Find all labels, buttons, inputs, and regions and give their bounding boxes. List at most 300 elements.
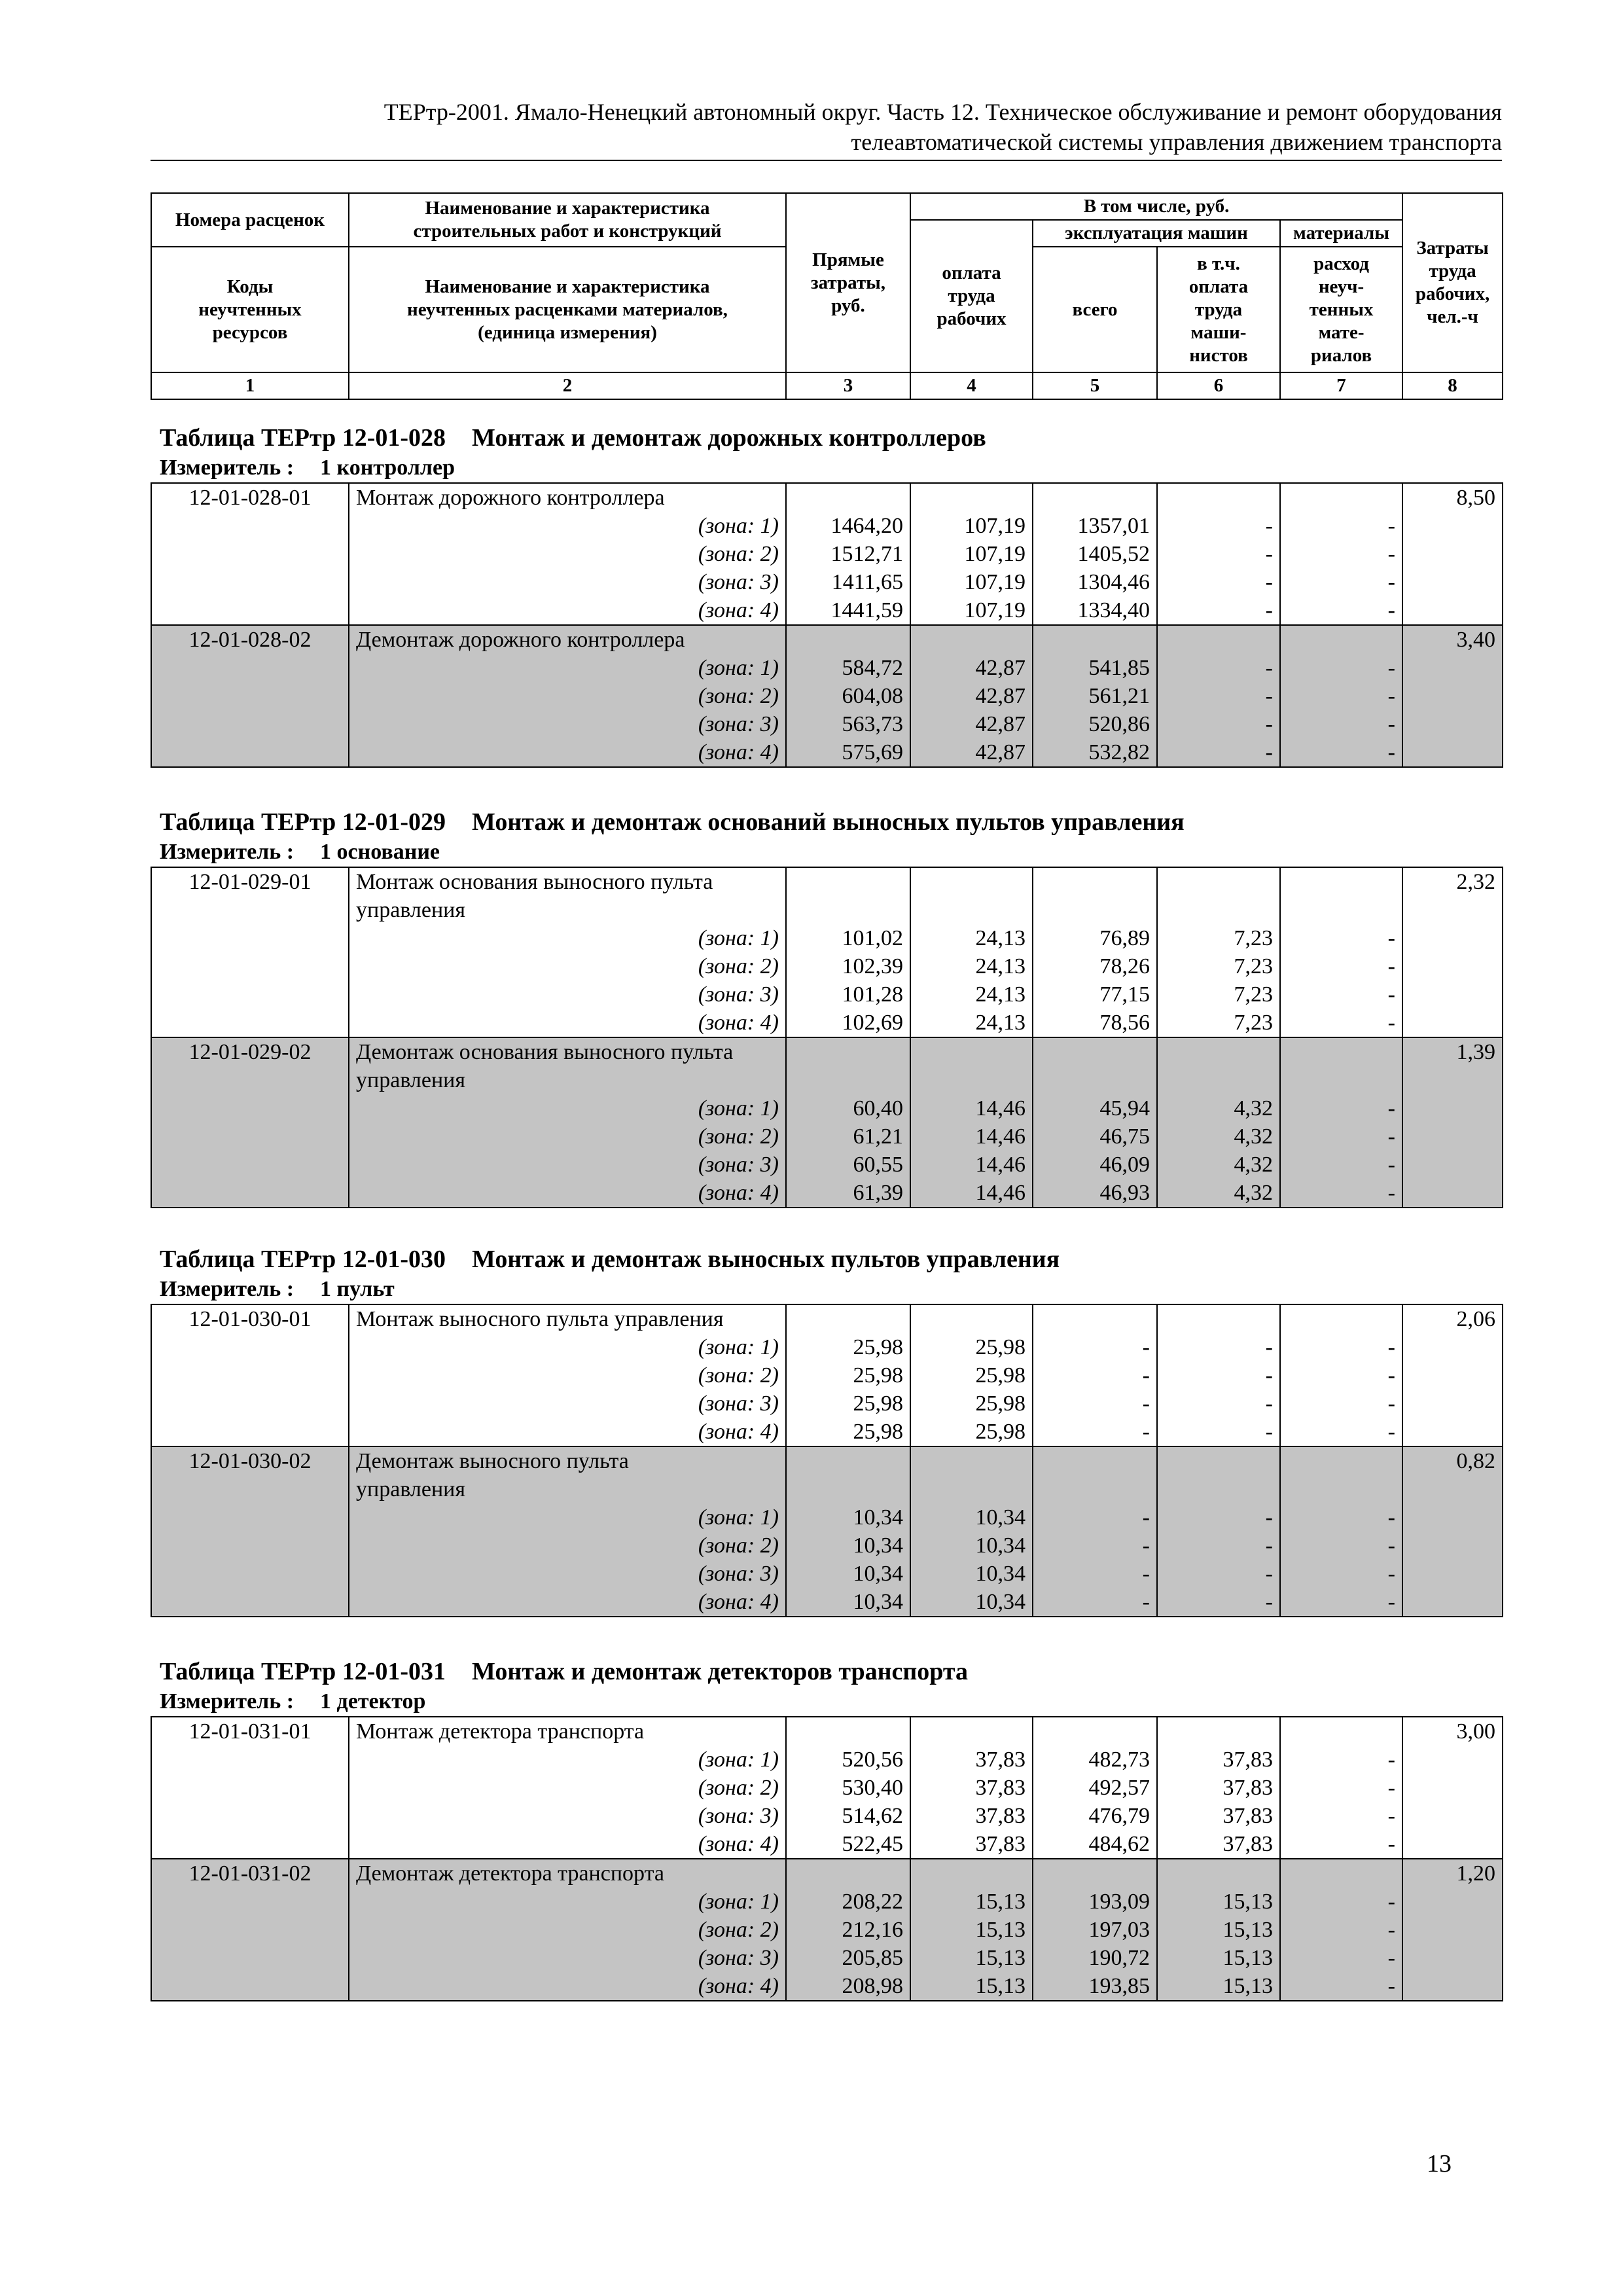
material-costs: - xyxy=(1280,1009,1402,1037)
zone-row xyxy=(151,1009,1503,1037)
header-line: строительных работ и конструкций xyxy=(413,221,722,242)
unit-label: Измеритель : xyxy=(160,456,294,480)
empty-cell xyxy=(1280,1037,1402,1066)
zone-row xyxy=(151,1333,1503,1361)
operator-wages: 15,13 xyxy=(1157,1888,1280,1916)
col-number: 3 xyxy=(786,372,910,399)
work-name: Монтаж выносного пульта управления xyxy=(349,1304,786,1333)
operator-wages: - xyxy=(1157,512,1280,540)
material-costs: - xyxy=(1280,1746,1402,1774)
col-number: 4 xyxy=(910,372,1033,399)
empty-cell xyxy=(1280,867,1402,896)
operator-wages: 7,23 xyxy=(1157,924,1280,952)
zone-row xyxy=(151,1094,1503,1122)
operator-wages: 37,83 xyxy=(1157,1746,1280,1774)
table-title-row xyxy=(160,806,1502,838)
col-number: 5 xyxy=(1033,372,1157,399)
rate-table xyxy=(151,482,1503,768)
machine-costs: 476,79 xyxy=(1033,1802,1157,1830)
worker-wages: 107,19 xyxy=(910,568,1033,596)
direct-costs: 10,34 xyxy=(786,1532,910,1560)
material-costs: - xyxy=(1280,710,1402,738)
col-head-unaccounted-materials xyxy=(1280,247,1402,372)
unit-value: 1 контроллер xyxy=(320,456,455,480)
labor-costs xyxy=(1402,1475,1503,1503)
zone-row xyxy=(151,952,1503,980)
work-name: управления xyxy=(349,896,786,924)
material-costs: - xyxy=(1280,1151,1402,1179)
page-number: 13 xyxy=(1427,2150,1452,2178)
rate-item xyxy=(151,1859,1503,2001)
machine-costs: - xyxy=(1033,1560,1157,1588)
labor-costs: 1,20 xyxy=(1402,1859,1503,1888)
empty-cell xyxy=(151,596,349,625)
operator-wages: - xyxy=(1157,1503,1280,1532)
header-line: расход xyxy=(1313,253,1369,274)
empty-cell xyxy=(151,1418,349,1446)
zone-row xyxy=(151,1888,1503,1916)
worker-wages: 24,13 xyxy=(910,980,1033,1009)
empty-cell xyxy=(786,867,910,896)
empty-cell xyxy=(151,540,349,568)
worker-wages: 14,46 xyxy=(910,1151,1033,1179)
zone-row xyxy=(151,540,1503,568)
unit-label: Измеритель : xyxy=(160,1277,294,1301)
rate-code: 12-01-029-02 xyxy=(151,1037,349,1066)
empty-cell xyxy=(1033,896,1157,924)
work-name: Демонтаж выносного пульта xyxy=(349,1446,786,1475)
header-line: (единица измерения) xyxy=(478,321,657,343)
unit-value: 1 пульт xyxy=(320,1277,395,1301)
operator-wages: - xyxy=(1157,738,1280,767)
zone-label: (зона: 4) xyxy=(349,1009,786,1037)
worker-wages: 24,13 xyxy=(910,952,1033,980)
direct-costs: 208,22 xyxy=(786,1888,910,1916)
empty-cell xyxy=(151,1503,349,1532)
material-costs: - xyxy=(1280,1094,1402,1122)
zone-row xyxy=(151,1972,1503,2001)
empty-cell xyxy=(151,738,349,767)
zone-label: (зона: 4) xyxy=(349,1972,786,2001)
material-costs: - xyxy=(1280,1944,1402,1972)
empty-cell xyxy=(1157,896,1280,924)
empty-cell xyxy=(1033,1859,1157,1888)
zone-label: (зона: 3) xyxy=(349,980,786,1009)
direct-costs: 25,98 xyxy=(786,1418,910,1446)
direct-costs: 10,34 xyxy=(786,1560,910,1588)
direct-costs: 25,98 xyxy=(786,1333,910,1361)
rate-code: 12-01-028-02 xyxy=(151,625,349,654)
item-header-row xyxy=(151,1859,1503,1888)
empty-cell xyxy=(910,1859,1033,1888)
unit-value: 1 основание xyxy=(320,840,440,864)
rate-item xyxy=(151,483,1503,625)
item-header-row xyxy=(151,1304,1503,1333)
header-line: тенных xyxy=(1309,298,1374,320)
zone-label: (зона: 3) xyxy=(349,568,786,596)
direct-costs: 1441,59 xyxy=(786,596,910,625)
header-line: труда xyxy=(1194,298,1243,320)
machine-costs: 561,21 xyxy=(1033,682,1157,710)
direct-costs: 102,69 xyxy=(786,1009,910,1037)
operator-wages: - xyxy=(1157,654,1280,682)
worker-wages: 14,46 xyxy=(910,1094,1033,1122)
zone-label: (зона: 1) xyxy=(349,1746,786,1774)
empty-cell xyxy=(151,654,349,682)
empty-cell xyxy=(1402,1916,1503,1944)
machine-costs: - xyxy=(1033,1390,1157,1418)
operator-wages: 4,32 xyxy=(1157,1122,1280,1151)
zone-label: (зона: 4) xyxy=(349,1588,786,1617)
machine-costs: 46,93 xyxy=(1033,1179,1157,1208)
empty-cell xyxy=(786,1475,910,1503)
zone-row xyxy=(151,1390,1503,1418)
header-line: риалов xyxy=(1310,344,1372,366)
operator-wages: 4,32 xyxy=(1157,1179,1280,1208)
material-costs: - xyxy=(1280,1802,1402,1830)
zone-row xyxy=(151,1503,1503,1532)
rate-code: 12-01-031-02 xyxy=(151,1859,349,1888)
header-line: ресурсов xyxy=(212,321,288,343)
item-header-row xyxy=(151,1066,1503,1094)
worker-wages: 37,83 xyxy=(910,1830,1033,1859)
empty-cell xyxy=(151,1560,349,1588)
empty-cell xyxy=(786,1304,910,1333)
direct-costs: 61,39 xyxy=(786,1179,910,1208)
zone-row xyxy=(151,1532,1503,1560)
zone-row xyxy=(151,1151,1503,1179)
operator-wages: - xyxy=(1157,596,1280,625)
col-head-resource-codes xyxy=(151,247,349,372)
material-costs: - xyxy=(1280,1916,1402,1944)
operator-wages: - xyxy=(1157,1418,1280,1446)
rate-code: 12-01-030-01 xyxy=(151,1304,349,1333)
material-costs: - xyxy=(1280,1333,1402,1361)
empty-cell xyxy=(1402,980,1503,1009)
zone-label: (зона: 1) xyxy=(349,924,786,952)
header-line: чел.-ч xyxy=(1427,306,1478,327)
material-costs: - xyxy=(1280,924,1402,952)
empty-cell xyxy=(151,1009,349,1037)
material-costs: - xyxy=(1280,568,1402,596)
direct-costs: 604,08 xyxy=(786,682,910,710)
worker-wages: 42,87 xyxy=(910,710,1033,738)
labor-costs: 1,39 xyxy=(1402,1037,1503,1066)
empty-cell xyxy=(1033,1037,1157,1066)
worker-wages: 24,13 xyxy=(910,924,1033,952)
operator-wages: - xyxy=(1157,1361,1280,1390)
header-line: руб. xyxy=(831,295,865,316)
empty-cell xyxy=(1402,1888,1503,1916)
material-costs: - xyxy=(1280,1830,1402,1859)
empty-cell xyxy=(1402,1588,1503,1617)
machine-costs: 77,15 xyxy=(1033,980,1157,1009)
labor-costs xyxy=(1402,896,1503,924)
rate-item xyxy=(151,1717,1503,1859)
rate-code: 12-01-030-02 xyxy=(151,1446,349,1475)
empty-cell xyxy=(1033,483,1157,512)
machine-costs: - xyxy=(1033,1588,1157,1617)
labor-costs: 3,00 xyxy=(1402,1717,1503,1746)
operator-wages: 7,23 xyxy=(1157,1009,1280,1037)
operator-wages: 37,83 xyxy=(1157,1830,1280,1859)
direct-costs: 212,16 xyxy=(786,1916,910,1944)
col-number: 8 xyxy=(1402,372,1503,399)
empty-cell xyxy=(1402,682,1503,710)
empty-cell xyxy=(151,1179,349,1208)
operator-wages: 15,13 xyxy=(1157,1944,1280,1972)
material-costs: - xyxy=(1280,980,1402,1009)
unit-label: Измеритель : xyxy=(160,1689,294,1713)
operator-wages: 37,83 xyxy=(1157,1802,1280,1830)
empty-cell xyxy=(786,1859,910,1888)
empty-cell xyxy=(1157,1446,1280,1475)
direct-costs: 102,39 xyxy=(786,952,910,980)
operator-wages: - xyxy=(1157,1560,1280,1588)
empty-cell xyxy=(1157,625,1280,654)
empty-cell xyxy=(1402,1333,1503,1361)
header-line: в т.ч. xyxy=(1197,253,1240,274)
material-costs: - xyxy=(1280,738,1402,767)
zone-label: (зона: 1) xyxy=(349,512,786,540)
empty-cell xyxy=(1157,1304,1280,1333)
zone-row xyxy=(151,1560,1503,1588)
machine-costs: 492,57 xyxy=(1033,1774,1157,1802)
empty-cell xyxy=(151,1151,349,1179)
machine-costs: 1357,01 xyxy=(1033,512,1157,540)
rate-table xyxy=(151,1716,1503,2001)
zone-row xyxy=(151,1774,1503,1802)
empty-cell xyxy=(1157,1717,1280,1746)
direct-costs: 584,72 xyxy=(786,654,910,682)
zone-label: (зона: 4) xyxy=(349,596,786,625)
work-name: управления xyxy=(349,1066,786,1094)
unit-row xyxy=(160,838,1502,867)
direct-costs: 101,28 xyxy=(786,980,910,1009)
worker-wages: 15,13 xyxy=(910,1888,1033,1916)
zone-label: (зона: 1) xyxy=(349,654,786,682)
rate-code: 12-01-031-01 xyxy=(151,1717,349,1746)
machine-costs: - xyxy=(1033,1418,1157,1446)
empty-cell xyxy=(1402,1361,1503,1390)
empty-cell xyxy=(910,625,1033,654)
empty-cell xyxy=(1280,625,1402,654)
direct-costs: 522,45 xyxy=(786,1830,910,1859)
worker-wages: 25,98 xyxy=(910,1418,1033,1446)
zone-label: (зона: 2) xyxy=(349,1916,786,1944)
header-line: неуч- xyxy=(1318,276,1364,297)
zone-row xyxy=(151,710,1503,738)
zone-row xyxy=(151,1944,1503,1972)
zone-label: (зона: 2) xyxy=(349,1361,786,1390)
operator-wages: - xyxy=(1157,1588,1280,1617)
header-line: Затраты xyxy=(1416,238,1489,259)
worker-wages: 42,87 xyxy=(910,682,1033,710)
table-number: Таблица ТЕРтр 12-01-028 xyxy=(160,424,446,452)
zone-label: (зона: 4) xyxy=(349,1830,786,1859)
empty-cell xyxy=(1402,540,1503,568)
empty-cell xyxy=(1402,1746,1503,1774)
labor-costs: 8,50 xyxy=(1402,483,1503,512)
material-costs: - xyxy=(1280,1588,1402,1617)
rate-table-section xyxy=(151,806,1502,1208)
worker-wages: 107,19 xyxy=(910,512,1033,540)
col-head-direct-costs xyxy=(786,193,910,372)
table-title-row xyxy=(160,1244,1502,1275)
worker-wages: 25,98 xyxy=(910,1390,1033,1418)
empty-cell xyxy=(1280,1304,1402,1333)
empty-cell xyxy=(1402,512,1503,540)
worker-wages: 42,87 xyxy=(910,654,1033,682)
direct-costs: 60,40 xyxy=(786,1094,910,1122)
machine-costs: 532,82 xyxy=(1033,738,1157,767)
empty-cell xyxy=(151,568,349,596)
machine-costs: 76,89 xyxy=(1033,924,1157,952)
item-header-row xyxy=(151,1446,1503,1475)
direct-costs: 25,98 xyxy=(786,1361,910,1390)
machine-costs: 541,85 xyxy=(1033,654,1157,682)
table-name: Монтаж и демонтаж выносных пультов управления xyxy=(472,1246,1060,1273)
zone-row xyxy=(151,596,1503,625)
rate-item xyxy=(151,625,1503,767)
direct-costs: 205,85 xyxy=(786,1944,910,1972)
zone-row xyxy=(151,512,1503,540)
empty-cell xyxy=(1402,1390,1503,1418)
header-line: нистов xyxy=(1189,344,1248,366)
empty-cell xyxy=(151,980,349,1009)
empty-cell xyxy=(151,1888,349,1916)
empty-cell xyxy=(1402,1503,1503,1532)
col-number: 6 xyxy=(1157,372,1280,399)
item-header-row xyxy=(151,625,1503,654)
rate-code: 12-01-029-01 xyxy=(151,867,349,896)
empty-cell xyxy=(1280,1066,1402,1094)
operator-wages: - xyxy=(1157,540,1280,568)
worker-wages: 10,34 xyxy=(910,1560,1033,1588)
empty-cell xyxy=(1402,1944,1503,1972)
empty-cell xyxy=(151,952,349,980)
empty-cell xyxy=(786,625,910,654)
direct-costs: 60,55 xyxy=(786,1151,910,1179)
worker-wages: 42,87 xyxy=(910,738,1033,767)
material-costs: - xyxy=(1280,1888,1402,1916)
empty-cell xyxy=(910,1717,1033,1746)
zone-label: (зона: 3) xyxy=(349,1560,786,1588)
header-line: мате- xyxy=(1318,321,1364,343)
operator-wages: - xyxy=(1157,1333,1280,1361)
zone-row xyxy=(151,1122,1503,1151)
zone-row xyxy=(151,1361,1503,1390)
direct-costs: 25,98 xyxy=(786,1390,910,1418)
rate-code: 12-01-028-01 xyxy=(151,483,349,512)
direct-costs: 575,69 xyxy=(786,738,910,767)
zone-row xyxy=(151,1802,1503,1830)
machine-costs: 520,86 xyxy=(1033,710,1157,738)
zone-label: (зона: 4) xyxy=(349,738,786,767)
zone-label: (зона: 4) xyxy=(349,1179,786,1208)
zone-label: (зона: 1) xyxy=(349,1888,786,1916)
empty-cell xyxy=(151,1972,349,2001)
empty-cell xyxy=(1157,1037,1280,1066)
work-name: управления xyxy=(349,1475,786,1503)
empty-cell xyxy=(1402,1802,1503,1830)
table-title-row xyxy=(160,1656,1502,1687)
direct-costs: 520,56 xyxy=(786,1746,910,1774)
empty-cell xyxy=(786,896,910,924)
empty-cell xyxy=(910,867,1033,896)
labor-costs: 2,32 xyxy=(1402,867,1503,896)
empty-cell xyxy=(786,483,910,512)
empty-cell xyxy=(910,896,1033,924)
header-line: оплата xyxy=(1188,276,1249,297)
zone-label: (зона: 4) xyxy=(349,1418,786,1446)
empty-cell xyxy=(1033,867,1157,896)
empty-cell xyxy=(1402,1009,1503,1037)
empty-cell xyxy=(151,1390,349,1418)
zone-label: (зона: 1) xyxy=(349,1503,786,1532)
rate-table xyxy=(151,1304,1503,1617)
col-head-rate-numbers: Номера расценок xyxy=(151,193,349,247)
operator-wages: - xyxy=(1157,710,1280,738)
zone-label: (зона: 1) xyxy=(349,1333,786,1361)
empty-cell xyxy=(1157,1859,1280,1888)
empty-cell xyxy=(1280,1475,1402,1503)
machine-costs: - xyxy=(1033,1532,1157,1560)
unit-row xyxy=(160,1687,1502,1716)
empty-cell xyxy=(1402,654,1503,682)
empty-cell xyxy=(1033,1717,1157,1746)
empty-cell xyxy=(1402,1830,1503,1859)
rate-table-section xyxy=(151,1656,1502,2001)
zone-row xyxy=(151,924,1503,952)
zone-row xyxy=(151,1746,1503,1774)
material-costs: - xyxy=(1280,1122,1402,1151)
empty-cell xyxy=(910,1066,1033,1094)
zone-row xyxy=(151,1179,1503,1208)
machine-costs: - xyxy=(1033,1503,1157,1532)
zone-row xyxy=(151,1916,1503,1944)
header-line: Наименование и характеристика xyxy=(425,198,710,219)
empty-cell xyxy=(1402,738,1503,767)
header-line: Прямые xyxy=(812,249,884,270)
col-head-wages xyxy=(910,220,1033,372)
work-name: Монтаж дорожного контроллера xyxy=(349,483,786,512)
empty-cell xyxy=(1280,1446,1402,1475)
worker-wages: 14,46 xyxy=(910,1179,1033,1208)
operator-wages: 7,23 xyxy=(1157,980,1280,1009)
material-costs: - xyxy=(1280,1774,1402,1802)
header-line-2: телеавтоматической системы управления движением транспорта xyxy=(851,129,1502,155)
worker-wages: 15,13 xyxy=(910,1916,1033,1944)
worker-wages: 25,98 xyxy=(910,1333,1033,1361)
empty-cell xyxy=(1157,483,1280,512)
empty-cell xyxy=(1402,1179,1503,1208)
item-header-row xyxy=(151,1717,1503,1746)
table-number: Таблица ТЕРтр 12-01-031 xyxy=(160,1658,446,1685)
header-line: труда xyxy=(1429,260,1476,281)
empty-cell xyxy=(1402,952,1503,980)
header-line: неучтенных расценками материалов, xyxy=(407,298,728,320)
empty-cell xyxy=(1402,1418,1503,1446)
zone-label: (зона: 3) xyxy=(349,1151,786,1179)
material-costs: - xyxy=(1280,1532,1402,1560)
empty-cell xyxy=(1402,1532,1503,1560)
empty-cell xyxy=(910,483,1033,512)
empty-cell xyxy=(151,1944,349,1972)
empty-cell xyxy=(1033,625,1157,654)
material-costs: - xyxy=(1280,512,1402,540)
empty-cell xyxy=(1402,568,1503,596)
